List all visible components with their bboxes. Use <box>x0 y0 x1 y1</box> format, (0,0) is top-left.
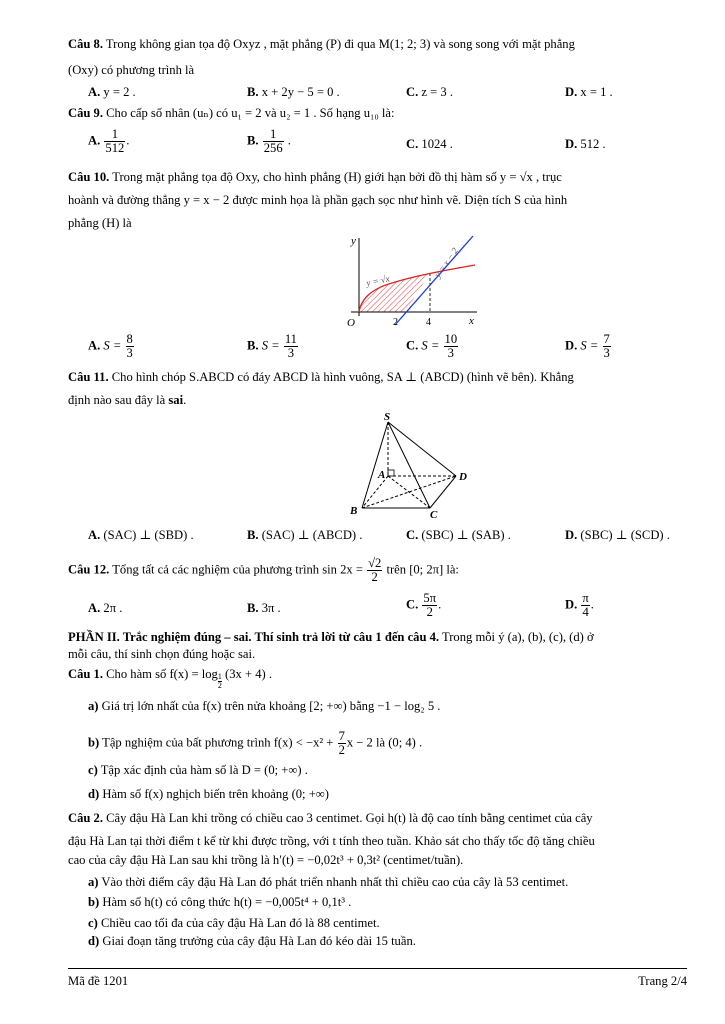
p2q1-text: Cho hàm số f(x) = log <box>106 667 218 681</box>
option-letter: C. <box>406 85 419 99</box>
q8-text-1: Trong không gian tọa độ Oxyz , mặt phẳng (P) đi qua M(1; 2; 3) và song song với mặt phẳng <box>105 37 575 51</box>
part2-heading: PHẦN II. Trắc nghiệm đúng – sai. Thí sinh trả lời từ câu 1 đến câu 4. <box>68 630 440 644</box>
x-axis-label: x <box>469 315 474 327</box>
q10-text-2: hoành và đường thẳng y = x − 2 được minh họa là phần gạch sọc như hình vẽ. Diện tích S của hình <box>68 193 568 207</box>
option-letter: D. <box>565 85 578 99</box>
q12-text-post: trên [0; 2π] là: <box>386 562 459 577</box>
denominator: 256 <box>263 141 283 155</box>
option-prefix: S = <box>103 338 122 353</box>
p2q2-label: Câu 2. <box>68 811 103 825</box>
part2-heading-line <box>68 629 594 646</box>
tick-label-4: 4 <box>426 317 431 328</box>
vertex-C: C <box>430 509 438 518</box>
option-text: 2π . <box>103 601 123 615</box>
vertex-D: D <box>459 471 467 483</box>
option-letter: A. <box>88 85 101 99</box>
fraction <box>367 557 382 584</box>
y-axis-label: y <box>351 235 356 247</box>
q11-label: Câu 11. <box>68 370 109 384</box>
option-letter: A. <box>88 601 101 615</box>
q9-label: Câu 9. <box>68 106 103 120</box>
item-text: Giá trị lớn nhất của f(x) trên nửa khoảng [2; +∞) bằng −1 − log₂ 5 . <box>101 699 441 713</box>
q12-option-a[interactable] <box>88 600 122 617</box>
p2q1-arg: (3x + 4) . <box>225 667 272 681</box>
q10-text-1: Trong mặt phẳng tọa độ Oxy, cho hình phẳng (H) giới hạn bởi đồ thị hàm số y = √x , trục <box>112 170 562 184</box>
option-letter: C. <box>406 338 419 353</box>
option-text: 512 . <box>580 137 606 151</box>
footer-exam-code: Mã đề 1201 <box>68 974 129 988</box>
p2q1-item-c[interactable] <box>88 762 308 779</box>
edge-SB <box>362 422 388 508</box>
q9-line <box>68 105 395 122</box>
q8-label: Câu 8. <box>68 37 103 51</box>
denominator: 3 <box>126 346 133 360</box>
vertex-S: S <box>384 411 391 423</box>
item-letter: a) <box>88 699 99 713</box>
q8-option-a[interactable] <box>88 84 136 101</box>
p2q1-item-d[interactable] <box>88 786 329 803</box>
q10-text-3: phẳng (H) là <box>68 216 132 230</box>
item-letter: a) <box>88 875 99 889</box>
q9-option-a[interactable] <box>88 128 129 155</box>
p2q2-text-2: đậu Hà Lan tại thời điểm t kể từ khi được trồng, với t tính theo tuần. Khảo sát cho thấy tốc độ tăng chiều <box>68 834 595 848</box>
option-text: (SAC) ⊥ (ABCD) . <box>261 528 363 542</box>
item-letter: c) <box>88 916 98 930</box>
item-text: Hàm số h(t) có công thức h(t) = −0,005t⁴ + 0,1t³ . <box>102 895 352 909</box>
item-text-post: x − 2 là (0; 4) . <box>346 735 423 750</box>
denominator: 2 <box>217 681 222 690</box>
line-label: y = x − 2 <box>432 245 460 280</box>
log-base-fraction <box>218 673 222 690</box>
vertex-B: B <box>350 505 358 517</box>
option-suffix: . <box>287 133 291 148</box>
p2q2-line1 <box>68 810 593 827</box>
p2q2-item-a[interactable] <box>88 874 568 891</box>
denominator: 3 <box>287 346 295 360</box>
q12-label: Câu 12. <box>68 562 110 577</box>
option-letter: B. <box>247 528 259 542</box>
q12-text-pre: Tổng tất cả các nghiệm của phương trình sin 2x = <box>112 562 363 577</box>
option-letter: D. <box>565 338 578 353</box>
option-letter: A. <box>88 528 101 542</box>
q8-option-c[interactable] <box>406 84 453 101</box>
fraction <box>422 592 437 619</box>
option-letter: A. <box>88 338 101 353</box>
numerator: 7 <box>603 332 610 346</box>
q11-option-b[interactable] <box>247 527 362 544</box>
p2q2-text-1: Cây đậu Hà Lan khi trồng có chiều cao 3 centimet. Gọi h(t) là độ cao tính bằng centimet của cây <box>106 811 593 825</box>
item-text: Chiều cao tối đa của cây đậu Hà Lan đó là 88 centimet. <box>100 916 380 930</box>
q11-emphasis: sai <box>168 393 184 407</box>
numerator: 5π <box>423 591 437 605</box>
q10-option-d[interactable] <box>565 333 612 360</box>
item-letter: d) <box>88 934 100 948</box>
option-letter: A. <box>88 133 101 148</box>
option-letter: B. <box>247 338 259 353</box>
p2q2-text-3: cao của cây đậu Hà Lan sau khi trồng là h′(t) = −0,02t³ + 0,3t² (centimet/tuần). <box>68 853 464 867</box>
denominator: 3 <box>447 346 454 360</box>
p2q1-item-a[interactable] <box>88 698 440 715</box>
denominator: 2 <box>371 570 378 584</box>
fraction <box>444 333 459 360</box>
option-text: x + 2y − 5 = 0 . <box>261 85 340 99</box>
q10-option-c[interactable] <box>406 333 459 360</box>
option-text: (SAC) ⊥ (SBD) . <box>103 528 194 542</box>
option-letter: D. <box>565 597 578 612</box>
option-letter: B. <box>247 133 259 148</box>
numerator: √2 <box>368 556 382 570</box>
option-text: (SBC) ⊥ (SAB) . <box>421 528 511 542</box>
option-text: 3π . <box>261 601 281 615</box>
q11-option-d[interactable] <box>565 527 670 544</box>
q9-text: Cho cấp số nhân (uₙ) có u₁ = 2 và u₂ = 1 . Số hạng u₁₀ là: <box>106 106 395 120</box>
p2q1-line <box>68 666 272 690</box>
item-letter: d) <box>88 787 100 801</box>
fraction <box>263 128 284 155</box>
q9-option-c[interactable] <box>406 136 453 153</box>
q10-graph-figure <box>335 230 485 330</box>
q11-option-c[interactable] <box>406 527 511 544</box>
item-text: Giai đoạn tăng trưởng của cây đậu Hà Lan đó kéo dài 15 tuần. <box>102 934 416 948</box>
fraction <box>104 128 125 155</box>
numerator: π <box>582 591 589 605</box>
denominator: 3 <box>603 346 610 360</box>
option-text: 1024 . <box>421 137 453 151</box>
numerator: 11 <box>284 332 297 346</box>
p2q1-item-b[interactable] <box>88 730 422 757</box>
q12-option-d[interactable] <box>565 592 594 619</box>
fraction <box>581 592 589 619</box>
edge-SC <box>388 422 430 508</box>
option-letter: D. <box>565 528 578 542</box>
curve-label: y = √x <box>365 273 391 288</box>
p2q2-item-b[interactable] <box>88 894 351 911</box>
option-prefix: S = <box>580 338 599 353</box>
option-suffix: . <box>438 597 442 612</box>
q12-option-b[interactable] <box>247 600 281 617</box>
footer-page-number: Trang 2/4 <box>638 974 687 988</box>
item-text: Tập xác định của hàm số là D = (0; +∞) . <box>100 763 308 777</box>
option-letter: B. <box>247 601 259 615</box>
edge-SD <box>388 422 456 476</box>
denominator: 4 <box>582 605 589 619</box>
p2q2-item-c[interactable] <box>88 915 380 932</box>
fraction <box>284 333 298 360</box>
option-prefix: S = <box>421 338 440 353</box>
q10-option-b[interactable] <box>247 333 299 360</box>
numerator: 1 <box>263 128 284 142</box>
numerator: 1 <box>104 128 125 142</box>
item-text: Hàm số f(x) nghịch biến trên khoảng (0; +∞) <box>102 787 329 801</box>
fraction <box>126 333 134 360</box>
fraction <box>603 333 611 360</box>
option-letter: D. <box>565 137 578 151</box>
p2q2-item-d[interactable] <box>88 933 416 950</box>
q12-option-c[interactable] <box>406 592 441 619</box>
item-letter: c) <box>88 763 98 777</box>
q8-option-d[interactable] <box>565 84 613 101</box>
q9-option-d[interactable] <box>565 136 606 153</box>
option-prefix: S = <box>261 338 280 353</box>
tick-label-2: 2 <box>393 317 398 328</box>
p2q1-label: Câu 1. <box>68 667 103 681</box>
q12-line <box>68 557 459 584</box>
item-text: Vào thời điểm cây đậu Hà Lan đó phát triển nhanh nhất thì chiều cao của cây là 53 centimet. <box>101 875 569 889</box>
q10-option-a[interactable] <box>88 333 135 360</box>
q11-option-a[interactable] <box>88 527 194 544</box>
q10-label: Câu 10. <box>68 170 110 184</box>
q11-pyramid-figure <box>340 410 470 518</box>
option-letter: C. <box>406 597 419 612</box>
numerator: 7 <box>338 729 345 743</box>
denominator: 2 <box>338 743 345 757</box>
option-suffix: . <box>590 597 594 612</box>
option-text: z = 3 . <box>421 85 453 99</box>
q10-line1 <box>68 169 562 186</box>
numerator: 8 <box>126 332 133 346</box>
option-letter: C. <box>406 137 419 151</box>
item-letter: b) <box>88 735 100 750</box>
part2-instructions-1: Trong mỗi ý (a), (b), (c), (d) ở <box>439 630 594 644</box>
option-text: (SBC) ⊥ (SCD) . <box>580 528 670 542</box>
origin-label: O <box>347 317 355 329</box>
option-letter: C. <box>406 528 419 542</box>
q8-text-2: (Oxy) có phương trình là <box>68 63 195 77</box>
q11-period: . <box>183 393 187 407</box>
q11-text-2: định nào sau đây là <box>68 393 169 407</box>
vertex-A: A <box>378 469 386 481</box>
option-text: y = 2 . <box>103 85 136 99</box>
q11-text-1: Cho hình chóp S.ABCD có đáy ABCD là hình vuông, SA ⊥ (ABCD) (hình vẽ bên). Khẳng <box>111 370 574 384</box>
q8-option-b[interactable] <box>247 84 340 101</box>
right-angle-mark <box>388 470 394 476</box>
part2-instructions-2: mỗi câu, thí sinh chọn đúng hoặc sai. <box>68 647 256 661</box>
q11-line1 <box>68 369 574 386</box>
denominator: 2 <box>426 605 433 619</box>
item-text-pre: Tập nghiệm của bất phương trình f(x) < −x² + <box>102 735 334 750</box>
option-suffix: . <box>126 133 130 148</box>
option-text: x = 1 . <box>580 85 613 99</box>
item-letter: b) <box>88 895 100 909</box>
footer-divider <box>68 968 687 969</box>
q11-line2 <box>68 392 186 409</box>
numerator: 10 <box>444 332 458 346</box>
numerator: 1 <box>217 672 222 681</box>
denominator: 512 <box>105 141 125 155</box>
q9-option-b[interactable] <box>247 128 291 155</box>
option-letter: B. <box>247 85 259 99</box>
fraction <box>338 730 346 757</box>
q8-line1 <box>68 36 575 53</box>
diagonal-AC <box>388 476 430 508</box>
